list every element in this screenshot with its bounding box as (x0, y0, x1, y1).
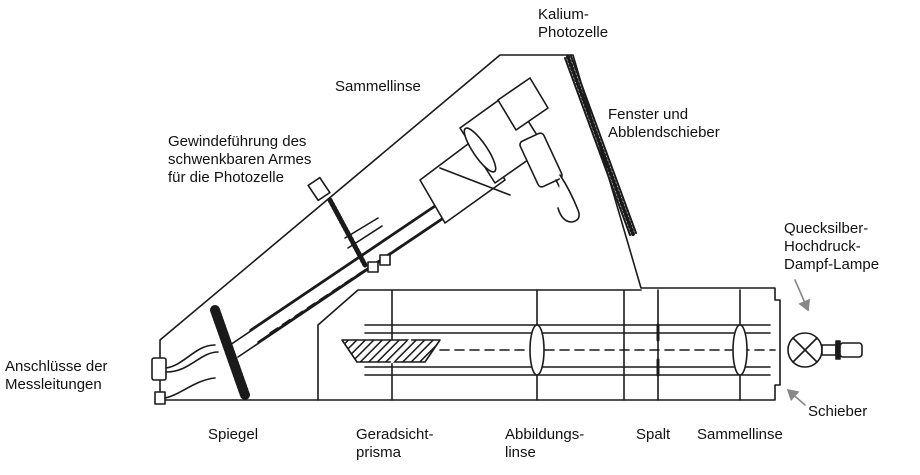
schieber-label-arrow (788, 390, 805, 405)
label-schieber: Schieber (808, 403, 868, 420)
label-fenster-abblendschieber: Fenster und Abblendschieber (608, 106, 720, 141)
abbildungslinse-lens (530, 325, 544, 375)
label-sammellinse-base: Sammellinse (697, 426, 783, 443)
label-sammellinse-arm: Sammellinse (335, 78, 421, 95)
base-partitions (392, 290, 740, 400)
label-gewindefuehrung: Gewindeführung des schwenkbaren Armes für die Photozelle (168, 133, 312, 186)
label-anschluesse: Anschlüsse der Messleitungen (5, 358, 108, 393)
label-quecksilber-lampe: Quecksilber- Hochdruck- Dampf-Lampe (784, 220, 880, 273)
label-abbildungslinse: Abbildungs- linse (505, 426, 585, 461)
label-spiegel: Spiegel (208, 426, 259, 443)
label-kalium-photozelle: Kalium- Photozelle (538, 6, 609, 41)
lamp-label-arrow (795, 280, 808, 310)
swivel-arm (230, 78, 579, 357)
label-spalt: Spalt (636, 426, 671, 443)
label-geradsichtprisma: Geradsicht- prisma (356, 426, 434, 461)
threaded-guide (308, 178, 390, 272)
mercury-lamp (788, 333, 862, 367)
measurement-connectors (152, 345, 218, 404)
spiegel-mirror (215, 310, 245, 395)
sammellinse-lens-base (733, 325, 747, 375)
geradsicht-prism (342, 340, 440, 362)
